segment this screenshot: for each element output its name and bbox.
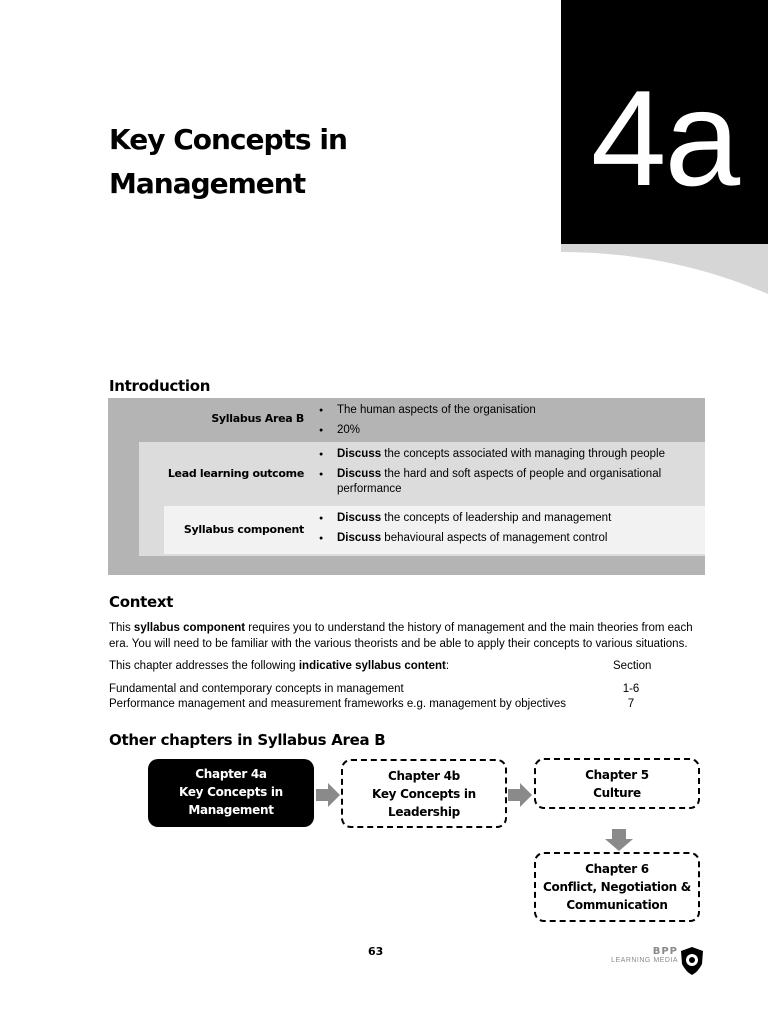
row-label-syllabus-component: Syllabus component [183, 523, 304, 536]
context-paragraph-2: This chapter addresses the following indicative syllabus content: [109, 660, 450, 672]
introduction-heading: Introduction [109, 377, 211, 395]
chapter-title [109, 118, 347, 206]
chapter-number-block [561, 0, 768, 244]
content-item-section: 1-6 [622, 683, 640, 695]
section-column-header: Section [613, 660, 652, 672]
chapter-4a-box: Chapter 4a Key Concepts in Management [148, 759, 314, 827]
content-item: Fundamental and contemporary concepts in management [109, 683, 404, 695]
other-chapters-heading: Other chapters in Syllabus Area B [109, 731, 386, 749]
content-item: Performance management and measurement frameworks e.g. management by objectives [109, 698, 567, 710]
bullet-item: ● Discuss the concepts associated with managing through people [315, 447, 707, 462]
introduction-table [108, 398, 705, 575]
arrow-right-icon [316, 782, 342, 808]
context-paragraph-1: This syllabus component requires you to understand the history of management and the main theories from each era. You will need to be familiar with the various theorists and be able to apply their concepts to various situations. [109, 622, 693, 650]
logo-subtitle: LEARNING MEDIA [611, 957, 678, 964]
chapter-5-box: Chapter 5 Culture [534, 758, 700, 809]
chapter-4b-box: Chapter 4b Key Concepts in Leadership [341, 759, 507, 828]
bullet-item: ● Discuss the hard and soft aspects of people and organisational performance [315, 467, 677, 497]
chapter-title-line-2: Management [109, 167, 306, 200]
syllabus-component-bullets [315, 511, 707, 551]
lead-outcome-bullets [315, 447, 707, 502]
decorative-swoosh [561, 244, 768, 296]
bullet-item: ● The human aspects of the organisation [315, 403, 707, 418]
chapter-6-box: Chapter 6 Conflict, Negotiation & Communication [534, 852, 700, 922]
syllabus-area-bullets [315, 403, 707, 443]
arrow-down-icon [605, 829, 633, 851]
chapter-number: 4a [590, 62, 739, 214]
content-item-section: 7 [627, 698, 635, 710]
bullet-item: ● 20% [315, 423, 707, 438]
bullet-item: ● Discuss behavioural aspects of management control [315, 531, 707, 546]
bullet-item: ● Discuss the concepts of leadership and management [315, 511, 707, 526]
row-label-syllabus-area: Syllabus Area B [211, 412, 304, 425]
lion-shield-icon [680, 946, 704, 976]
context-heading: Context [109, 593, 174, 611]
chapter-title-line-1: Key Concepts in [109, 123, 347, 156]
row-label-lead-outcome: Lead learning outcome [167, 467, 304, 480]
arrow-right-icon [508, 782, 534, 808]
logo-name: BPP [652, 946, 678, 957]
page-number: 63 [368, 945, 384, 958]
